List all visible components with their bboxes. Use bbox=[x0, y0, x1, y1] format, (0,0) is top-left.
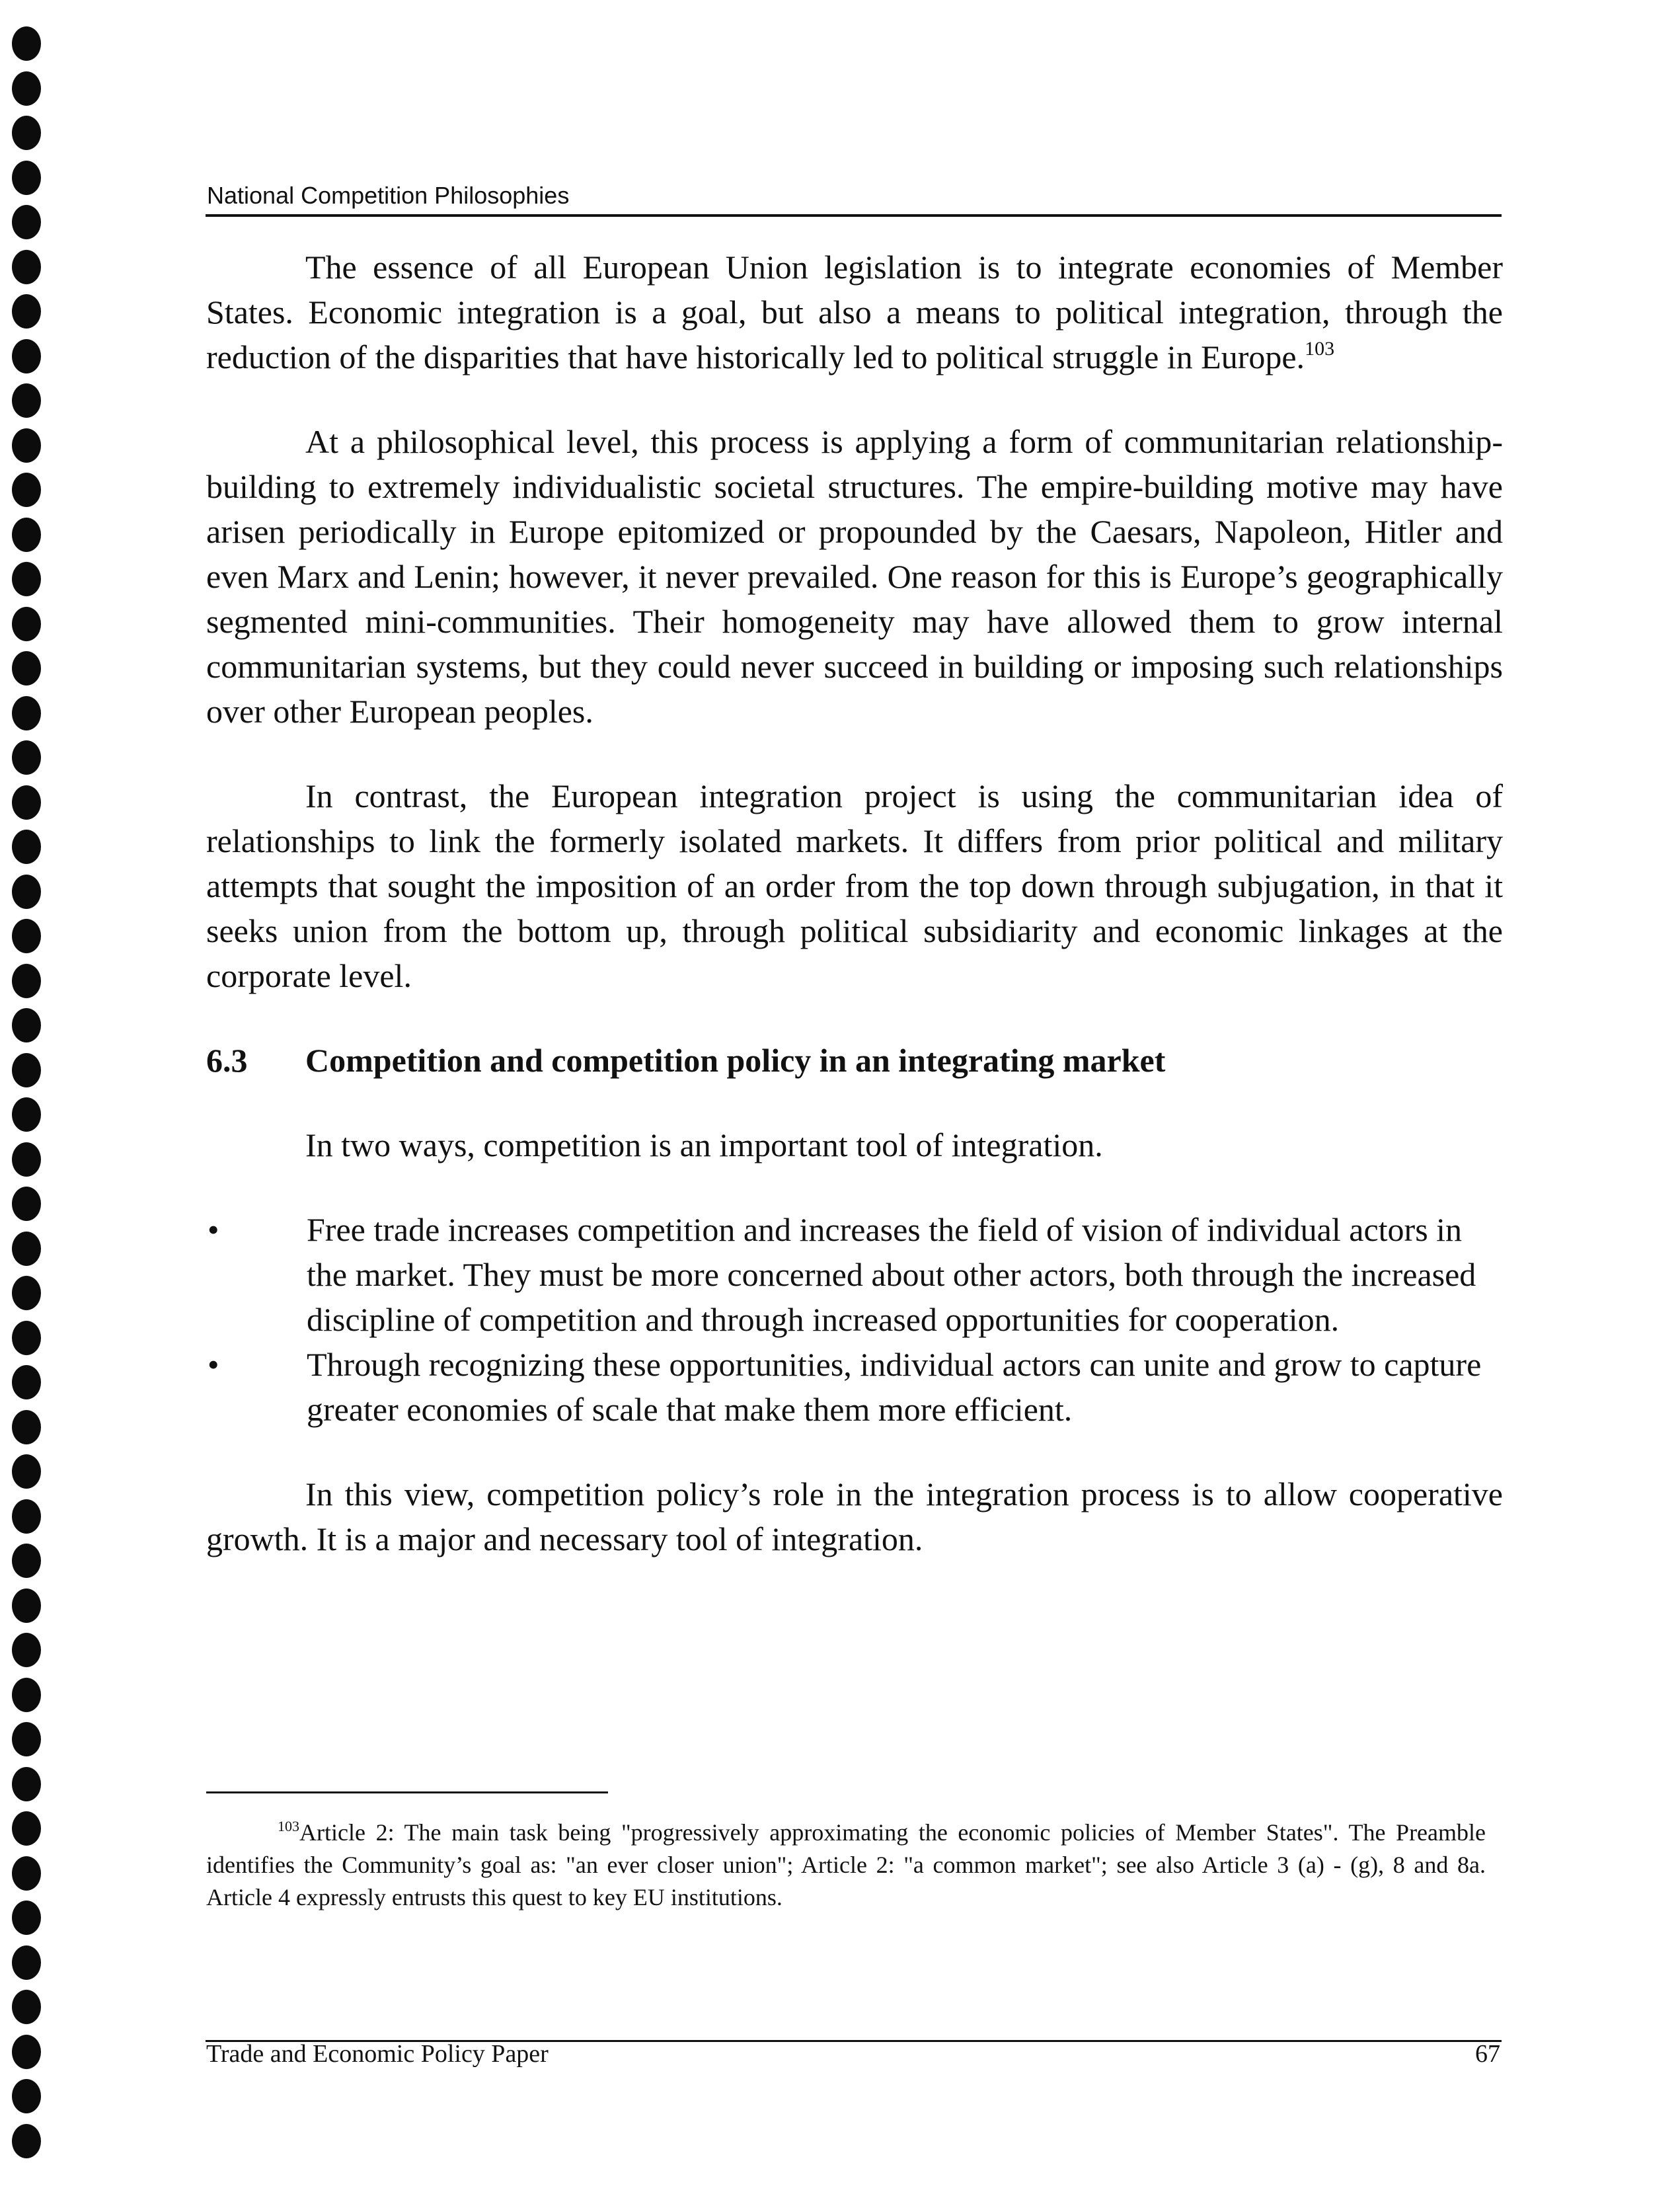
binder-hole-icon bbox=[12, 1232, 41, 1266]
binder-hole-icon bbox=[12, 964, 41, 998]
binder-hole-icon bbox=[12, 1722, 41, 1756]
bullet-icon: • bbox=[208, 1346, 219, 1383]
footnote-number: 103 bbox=[278, 1818, 299, 1834]
footnote bbox=[206, 1817, 1486, 1914]
binder-hole-icon bbox=[12, 1901, 41, 1935]
section-heading bbox=[206, 1038, 1503, 1083]
binder-hole-icon bbox=[12, 161, 41, 195]
binder-hole-icon bbox=[12, 428, 41, 463]
binder-hole-icon bbox=[12, 607, 41, 641]
bullet-icon: • bbox=[208, 1211, 219, 1248]
binder-hole-icon bbox=[12, 1767, 41, 1801]
binder-hole-icon bbox=[12, 116, 41, 150]
list-item bbox=[206, 1207, 1503, 1342]
binder-hole-icon bbox=[12, 1633, 41, 1667]
binder-hole-icon bbox=[12, 875, 41, 909]
binder-hole-icon bbox=[12, 1276, 41, 1310]
binder-hole-icon bbox=[12, 2124, 41, 2158]
binder-hole-icon bbox=[12, 1811, 41, 1846]
binder-hole-icon bbox=[12, 205, 41, 239]
binder-hole-icon bbox=[12, 919, 41, 953]
paragraph-text: The essence of all European Union legislation is to integrate economies of Member States. Economic integration is a goal, but also a means to political integration, through the reduction of the disparities that have historically led to political struggle in Europe. bbox=[206, 249, 1503, 375]
binder-hole-icon bbox=[12, 71, 41, 106]
footnote-reference: 103 bbox=[1305, 338, 1335, 360]
binder-hole-icon bbox=[12, 1856, 41, 1891]
running-footer: Trade and Economic Policy Paper bbox=[206, 2040, 549, 2068]
binder-hole-icon bbox=[12, 1499, 41, 1534]
binder-hole-icon bbox=[12, 250, 41, 284]
binder-holes bbox=[12, 26, 49, 2168]
section-title: Competition and competition policy in an integrating market bbox=[305, 1042, 1166, 1079]
section-intro: In two ways, competition is an important tool of integration. bbox=[305, 1126, 1103, 1163]
binder-hole-icon bbox=[12, 1365, 41, 1399]
header-rule bbox=[206, 214, 1502, 217]
binder-hole-icon bbox=[12, 1142, 41, 1177]
section-number: 6.3 bbox=[206, 1042, 248, 1079]
bullet-text: Free trade increases competition and increases the field of vision of individual actors in the market. They must be more concerned about other actors, both through the increased discipline of competition and through increased opportunities for cooperation. bbox=[307, 1211, 1476, 1338]
page-number: 67 bbox=[1475, 2040, 1500, 2068]
binder-hole-icon bbox=[12, 1544, 41, 1578]
paragraph-eu-legislation bbox=[206, 245, 1503, 379]
binder-hole-icon bbox=[12, 696, 41, 730]
binder-hole-icon bbox=[12, 1454, 41, 1489]
binder-hole-icon bbox=[12, 1990, 41, 2024]
binder-hole-icon bbox=[12, 1589, 41, 1623]
binder-hole-icon bbox=[12, 1008, 41, 1042]
binder-hole-icon bbox=[12, 1097, 41, 1132]
binder-hole-icon bbox=[12, 339, 41, 373]
paragraph-closing: In this view, competition policy’s role in the integration process is to allow cooperative growth. It is a major and necessary tool of integration. bbox=[206, 1475, 1503, 1557]
footnote-rule bbox=[206, 1791, 608, 1793]
binder-hole-icon bbox=[12, 1321, 41, 1355]
running-header: National Competition Philosophies bbox=[207, 182, 570, 209]
binder-hole-icon bbox=[12, 1053, 41, 1087]
binder-hole-icon bbox=[12, 651, 41, 686]
list-item bbox=[206, 1342, 1503, 1432]
binder-hole-icon bbox=[12, 1410, 41, 1444]
bullet-list bbox=[206, 1207, 1503, 1432]
footnote-text: Article 2: The main task being "progressively approximating the economic policies of Member States". The Preamble identifies the Community’s goal as: "an ever closer union"; Article 2: "a common market"; see also Article 3 (a) - (g), 8 and 8a. Article 4 expressly entrusts this quest to key EU institutions. bbox=[206, 1819, 1486, 1910]
binder-hole-icon bbox=[12, 2035, 41, 2069]
main-body bbox=[206, 245, 1503, 1561]
binder-hole-icon bbox=[12, 518, 41, 552]
binder-hole-icon bbox=[12, 26, 41, 61]
paragraph-philosophical-level: At a philosophical level, this process is applying a form of communitarian relationship-building to extremely individualistic societal structures. The empire-building motive may have arisen periodically in Europe epitomized or propounded by the Caesars, Napoleon, Hitler and even Marx and Lenin; however, it never prevailed. One reason for this is Europe’s geographically segmented mini-communities. Their homogeneity may have allowed them to grow internal communitarian systems, but they could never succeed in building or imposing such relationships over other European peoples. bbox=[206, 423, 1503, 730]
binder-hole-icon bbox=[12, 1945, 41, 1980]
binder-hole-icon bbox=[12, 785, 41, 820]
binder-hole-icon bbox=[12, 1187, 41, 1221]
binder-hole-icon bbox=[12, 383, 41, 418]
bullet-text: Through recognizing these opportunities, individual actors can unite and grow to capture greater economies of scale that make them more efficient. bbox=[307, 1346, 1482, 1428]
binder-hole-icon bbox=[12, 740, 41, 775]
binder-hole-icon bbox=[12, 1678, 41, 1712]
binder-hole-icon bbox=[12, 830, 41, 864]
binder-hole-icon bbox=[12, 2079, 41, 2113]
binder-hole-icon bbox=[12, 562, 41, 596]
binder-hole-icon bbox=[12, 473, 41, 507]
paragraph-integration-project: In contrast, the European integration project is using the communitarian idea of relationships to link the formerly isolated markets. It differs from prior political and military attempts that sought the imposition of an order from the top down through subjugation, in that it seeks union from the bottom up, through political subsidiarity and economic linkages at the corporate level. bbox=[206, 777, 1503, 994]
binder-hole-icon bbox=[12, 294, 41, 329]
